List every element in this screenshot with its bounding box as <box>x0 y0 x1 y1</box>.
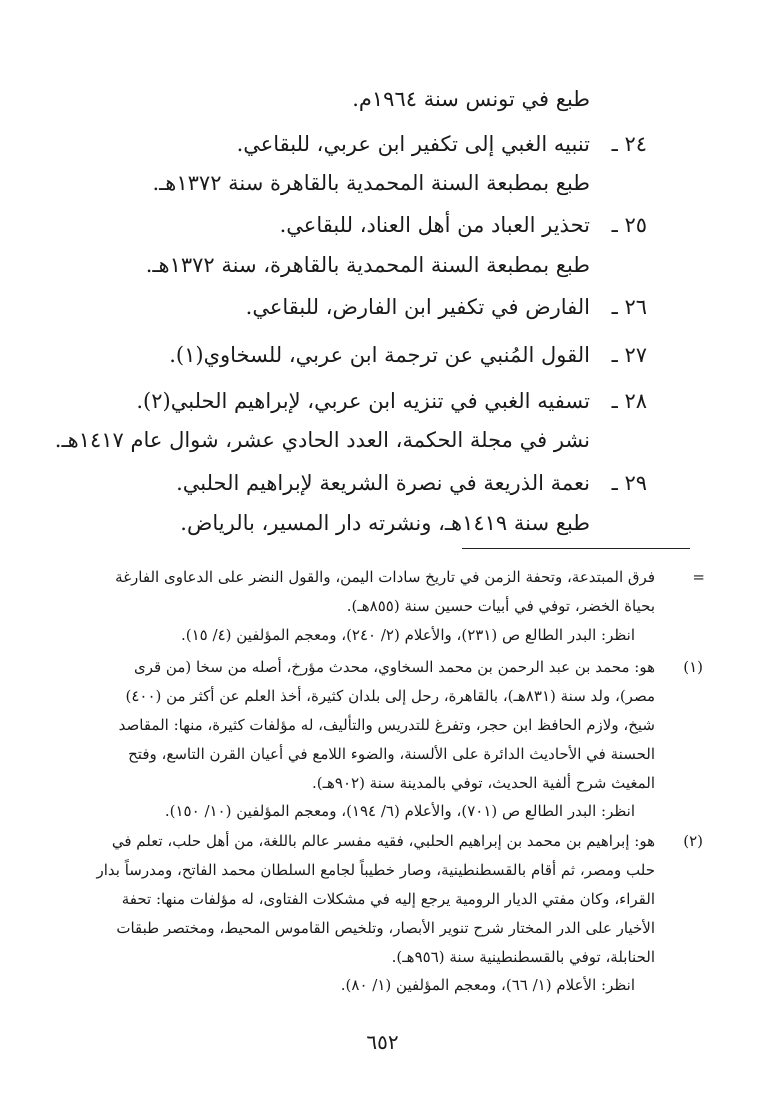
footnote-1-line: هو: محمد بن عبد الرحمن بن محمد السخاوي، محدث مؤرخ، أصله من سخا (من قرى <box>133 658 655 676</box>
footnote-1-line: مصر)، ولد سنة (٨٣١هـ)، بالقاهرة، رحل إلى بلدان كثيرة، أخذ العلم عن أكثر من (٤٠٠) <box>125 687 655 705</box>
entry-25-note: طبع بمطبعة السنة المحمدية بالقاهرة، سنة ١٣٧٢هـ. <box>145 253 590 277</box>
entry-28-note: نشر في مجلة الحكمة، العدد الحادي عشر، شوال عام ١٤١٧هـ. <box>54 428 590 452</box>
footnote-2-line: الحنابلة، توفي بالقسطنطينية سنة (٩٥٦هـ). <box>391 948 655 966</box>
entry-number-26: ٢٦ ـ <box>611 295 647 319</box>
footnote-2-ref: انظر: الأعلام (١/ ٦٦)، ومعجم المؤلفين (١/ ٨٠). <box>340 976 635 994</box>
entry-24-title: تنبيه الغبي إلى تكفير ابن عربي، للبقاعي. <box>236 132 590 156</box>
entry-26-title: الفارض في تكفير ابن الفارض، للبقاعي. <box>245 295 590 319</box>
entry-number-28: ٢٨ ـ <box>611 389 647 413</box>
footnote-continuation-ref: انظر: البدر الطالع ص (٢٣١)، والأعلام (٢/ ٢٤٠)، ومعجم المؤلفين (٤/ ١٥). <box>180 626 635 644</box>
footnote-1-marker: (١) <box>683 658 703 676</box>
page-number: ٦٥٢ <box>366 1030 399 1054</box>
main-line-0: طبع في تونس سنة ١٩٦٤م. <box>352 87 590 111</box>
entry-25-title: تحذير العباد من أهل العناد، للبقاعي. <box>279 213 590 237</box>
footnote-2-marker: (٢) <box>683 832 703 850</box>
footnote-separator <box>462 548 690 549</box>
entry-number-27: ٢٧ ـ <box>611 343 647 367</box>
footnote-2-line: الأخيار على الدر المختار شرح تنوير الأبصار، وتلخيص القاموس المحيط، ومختصر طبقات <box>116 919 655 937</box>
footnote-1-ref: انظر: البدر الطالع ص (٧٠١)، والأعلام (٦/ ١٩٤)، ومعجم المؤلفين (١٠/ ١٥٠). <box>164 802 635 820</box>
footnote-continuation-line: فرق المبتدعة، وتحفة الزمن في تاريخ سادات اليمن، والقول النضر على الدعاوى الفارغة <box>115 568 655 586</box>
entry-27-title: القول المُنبي عن ترجمة ابن عربي، للسخاوي(١). <box>169 343 590 367</box>
entry-number-29: ٢٩ ـ <box>611 471 647 495</box>
entry-24-note: طبع بمطبعة السنة المحمدية بالقاهرة سنة ١٣٧٢هـ. <box>152 171 590 195</box>
entry-29-note: طبع سنة ١٤١٩هـ، ونشرته دار المسير، بالرياض. <box>180 511 590 535</box>
footnote-1-line: شيخ، ولازم الحافظ ابن حجر، وتفرغ للتدريس والتأليف، له مؤلفات كثيرة، منها: المقاصد <box>118 716 655 734</box>
entry-28-title: تسفيه الغبي في تنزيه ابن عربي، لإبراهيم الحلبي(٢). <box>136 389 590 413</box>
footnote-1-line: الحسنة في الأحاديث الدائرة على الألسنة، والضوء اللامع في أعيان القرن التاسع، وفتح <box>128 745 655 763</box>
footnote-continuation-marker: = <box>692 568 705 586</box>
footnote-2-line: هو: إبراهيم بن محمد بن إبراهيم الحلبي، فقيه مفسر عالم باللغة، من أهل حلب، تعلم في <box>111 832 655 850</box>
entry-number-24: ٢٤ ـ <box>611 132 647 156</box>
footnote-1-line: المغيث شرح ألفية الحديث، توفي بالمدينة سنة (٩٠٢هـ). <box>311 774 655 792</box>
entry-number-25: ٢٥ ـ <box>611 213 647 237</box>
footnote-continuation-line: بحياة الخضر، توفي في أبيات حسين سنة (٨٥٥هـ). <box>346 597 655 615</box>
entry-29-title: نعمة الذريعة في نصرة الشريعة لإبراهيم الحلبي. <box>176 471 590 495</box>
footnote-2-line: حلب ومصر، ثم أقام بالقسطنطينية، وصار خطيباً لجامع السلطان محمد الفاتح، ومدرساً بدار <box>96 861 655 879</box>
footnote-2-line: القراء، وكان مفتي الديار الرومية يرجع إليه في مشكلات الفتاوى، له مؤلفات منها: تحفة <box>121 890 655 908</box>
